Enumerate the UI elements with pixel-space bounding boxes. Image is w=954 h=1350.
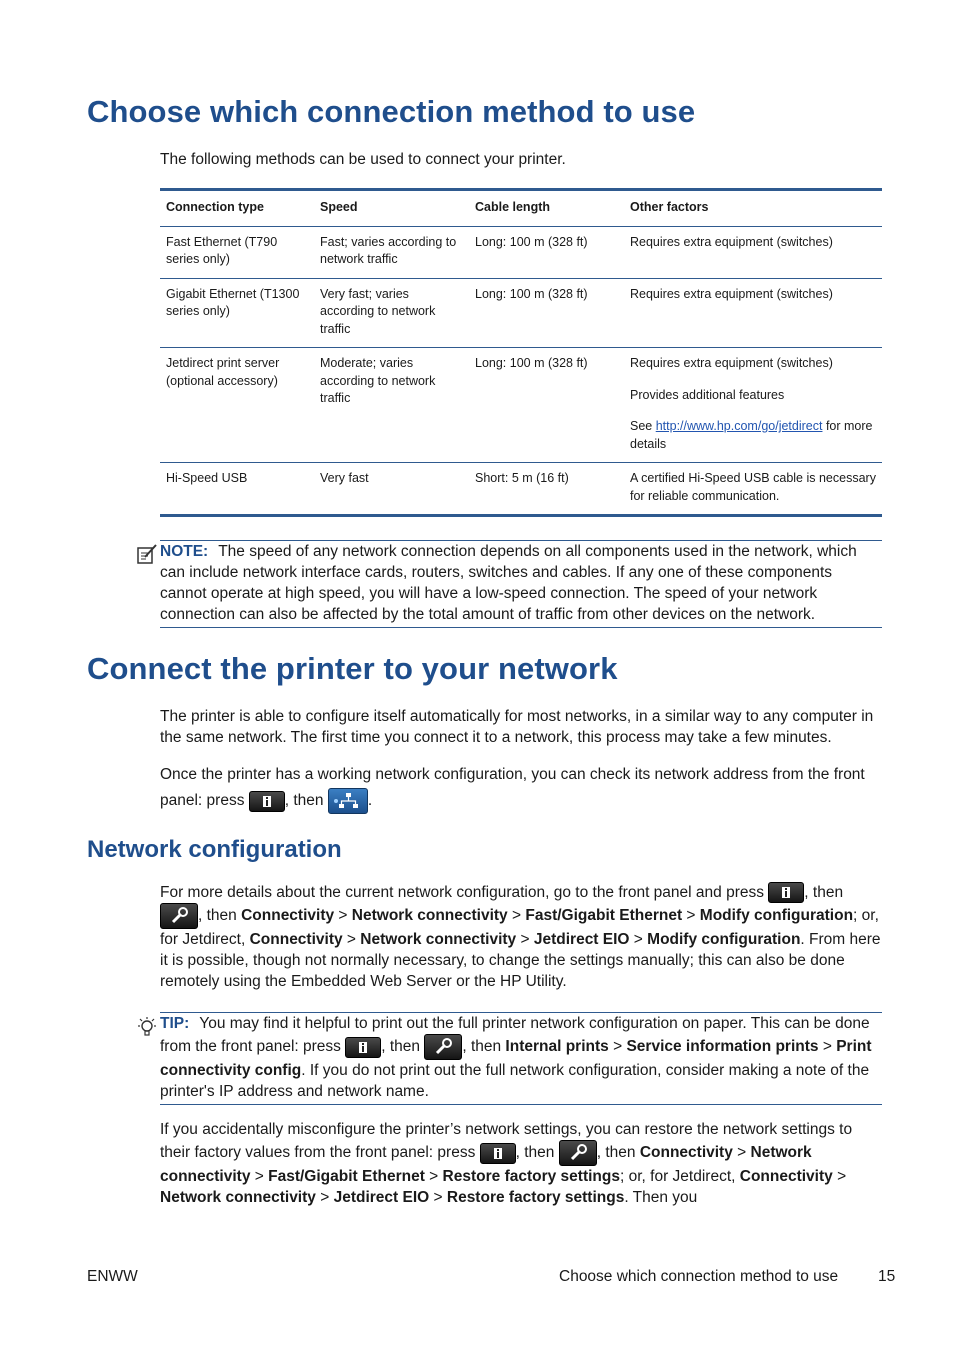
note-text: The speed of any network connection depends on all components used in the network, which can include network interface cards, routers, switches and cables. If any one of these components cannot operate at high speed, you will have a low-speed connection. The speed of your network connection can also be affected by the total amount of traffic from other devices on the network.	[160, 543, 857, 623]
separator: >	[818, 1038, 837, 1056]
cell-type: Fast Ethernet (T790 series only)	[160, 226, 314, 278]
menu-internal-prints: Internal prints	[505, 1038, 609, 1056]
cell-type: Jetdirect print server (optional accessory)	[160, 348, 314, 463]
section-title-connection-method: Choose which connection method to use	[87, 94, 696, 129]
separator: >	[682, 907, 700, 925]
other-line: Requires extra equipment (switches)	[630, 356, 833, 370]
info-button-icon	[768, 882, 804, 903]
separator: >	[315, 1189, 334, 1206]
menu-restore-factory: Restore factory settings	[446, 1189, 625, 1206]
cell-other: A certified Hi-Speed USB cable is necessary for reliable communication.	[630, 471, 876, 503]
table-row	[160, 278, 882, 348]
restore-paragraph	[160, 1119, 882, 1208]
cell-other	[624, 348, 882, 463]
note-label: NOTE:	[160, 543, 209, 560]
wrench-button-icon	[559, 1140, 597, 1166]
menu-connectivity: Connectivity	[249, 931, 343, 949]
info-button-icon	[345, 1037, 381, 1058]
note-box	[160, 540, 882, 628]
menu-network-connectivity: Network connectivity	[160, 1189, 316, 1206]
tip-text: You may find it helpful to print out the full printer network configuration on paper. This can be done from the front panel: press	[160, 1015, 870, 1056]
cell-speed: Very fast; varies according to network traffic	[314, 278, 469, 348]
restore-text: ; or, for Jetdirect,	[620, 1168, 740, 1185]
menu-print-connectivity-config: Print connectivity config	[160, 1038, 872, 1079]
separator: >	[608, 1038, 627, 1056]
connection-methods-table	[160, 188, 882, 517]
cell-cable: Long: 100 m (328 ft)	[469, 278, 624, 348]
table-header-row	[160, 190, 882, 227]
menu-modify-configuration: Modify configuration	[699, 907, 854, 925]
menu-fast-gigabit: Fast/Gigabit Ethernet	[268, 1168, 425, 1185]
nc-text: ; or, for Jetdirect,	[160, 907, 879, 949]
see-prefix: See	[630, 419, 656, 433]
separator: >	[342, 931, 361, 949]
cell-cable: Short: 5 m (16 ft)	[475, 471, 569, 485]
menu-restore-factory: Restore factory settings	[442, 1168, 620, 1185]
info-button-icon	[249, 791, 285, 812]
menu-service-info-prints: Service information prints	[626, 1038, 819, 1056]
other-line	[630, 418, 876, 453]
separator: >	[629, 931, 648, 949]
separator: >	[832, 1168, 847, 1185]
section2-paragraph-1: The printer is able to configure itself automatically for most networks, in a similar way to any computer in the same network. The first time you connect it to a network, this process may take a few minutes.	[160, 708, 874, 746]
restore-text: If you accidentally misconfigure the printer’s network settings, you can restore the network settings to their factory values from the front panel: press	[160, 1121, 853, 1162]
info-button-icon	[480, 1143, 516, 1164]
menu-network-connectivity: Network connectivity	[160, 1144, 812, 1185]
separator: >	[429, 1189, 447, 1206]
header-speed: Speed	[314, 190, 469, 227]
menu-modify-configuration: Modify configuration	[647, 931, 801, 949]
intro-text: The following methods can be used to connect your printer.	[160, 151, 566, 168]
lightbulb-icon	[136, 1016, 158, 1038]
table-row	[160, 463, 882, 516]
restore-text: , then	[515, 1144, 559, 1162]
jetdirect-link[interactable]: http://www.hp.com/go/jetdirect	[655, 419, 823, 433]
cell-speed: Moderate; varies according to network traffic	[314, 348, 469, 463]
cell-speed: Very fast	[320, 471, 369, 485]
cell-cable: Long: 100 m (328 ft)	[469, 348, 624, 463]
menu-connectivity: Connectivity	[241, 907, 335, 925]
network-button-icon	[328, 788, 368, 814]
p2-text-c: .	[367, 792, 373, 810]
wrench-button-icon	[160, 903, 198, 929]
nc-text: For more details about the current network configuration, go to the front panel and press	[160, 884, 769, 901]
menu-fast-gigabit: Fast/Gigabit Ethernet	[525, 907, 683, 925]
cell-other: Requires extra equipment (switches)	[624, 278, 882, 348]
restore-text: , then	[596, 1144, 640, 1162]
page-number: 15	[878, 1268, 896, 1285]
cell-type: Gigabit Ethernet (T1300 series only)	[160, 278, 314, 348]
subsection-title-network-config: Network configuration	[87, 836, 342, 863]
nc-text: , then	[198, 907, 242, 925]
table-row	[160, 226, 882, 278]
section2-paragraph-2	[160, 762, 882, 814]
menu-network-connectivity: Network connectivity	[360, 931, 517, 949]
menu-connectivity: Connectivity	[639, 1144, 733, 1162]
footer-section-title: Choose which connection method to use	[559, 1268, 839, 1285]
tip-box	[160, 1012, 882, 1105]
menu-network-connectivity: Network connectivity	[351, 907, 508, 925]
header-cable-length: Cable length	[469, 190, 624, 227]
separator: >	[334, 907, 352, 925]
section-title-connect-network: Connect the printer to your network	[87, 651, 618, 686]
header-other-factors: Other factors	[624, 190, 882, 227]
cell-speed: Fast; varies according to network traffic	[314, 226, 469, 278]
tip-text: , then	[462, 1038, 506, 1056]
separator: >	[732, 1144, 751, 1162]
separator: >	[250, 1168, 269, 1185]
menu-jetdirect-eio: Jetdirect EIO	[533, 931, 630, 949]
menu-jetdirect-eio: Jetdirect EIO	[333, 1189, 430, 1206]
other-line: Provides additional features	[630, 387, 785, 402]
p2-text-b: , then	[284, 792, 328, 810]
cell-cable: Long: 100 m (328 ft)	[469, 226, 624, 278]
header-connection-type: Connection type	[160, 190, 314, 227]
p2-text-a: Once the printer has a working network configuration, you can check its network address from the front panel: press	[160, 766, 865, 810]
nc-text: . From here it is possible, though not normally necessary, to change the settings manually; this can also be done remotely using the Embedded Web Server or the HP Utility.	[160, 931, 881, 991]
table-row	[160, 348, 882, 463]
wrench-button-icon	[424, 1034, 462, 1060]
cell-type: Hi-Speed USB	[166, 471, 248, 485]
note-pencil-icon	[136, 543, 158, 565]
tip-text: , then	[381, 1038, 425, 1056]
separator: >	[424, 1168, 443, 1185]
tip-text: . If you do not print out the full network configuration, consider making a note of the printer's IP address and network name.	[160, 1062, 870, 1100]
see-suffix: for more details	[630, 419, 873, 451]
restore-text: . Then you	[624, 1189, 698, 1206]
nc-text: , then	[804, 884, 844, 901]
network-config-paragraph	[160, 882, 882, 992]
tip-label: TIP:	[160, 1015, 190, 1032]
separator: >	[507, 907, 526, 925]
separator: >	[516, 931, 534, 949]
footer-left: ENWW	[87, 1268, 138, 1285]
cell-other: Requires extra equipment (switches)	[624, 226, 882, 278]
menu-connectivity: Connectivity	[739, 1168, 833, 1185]
